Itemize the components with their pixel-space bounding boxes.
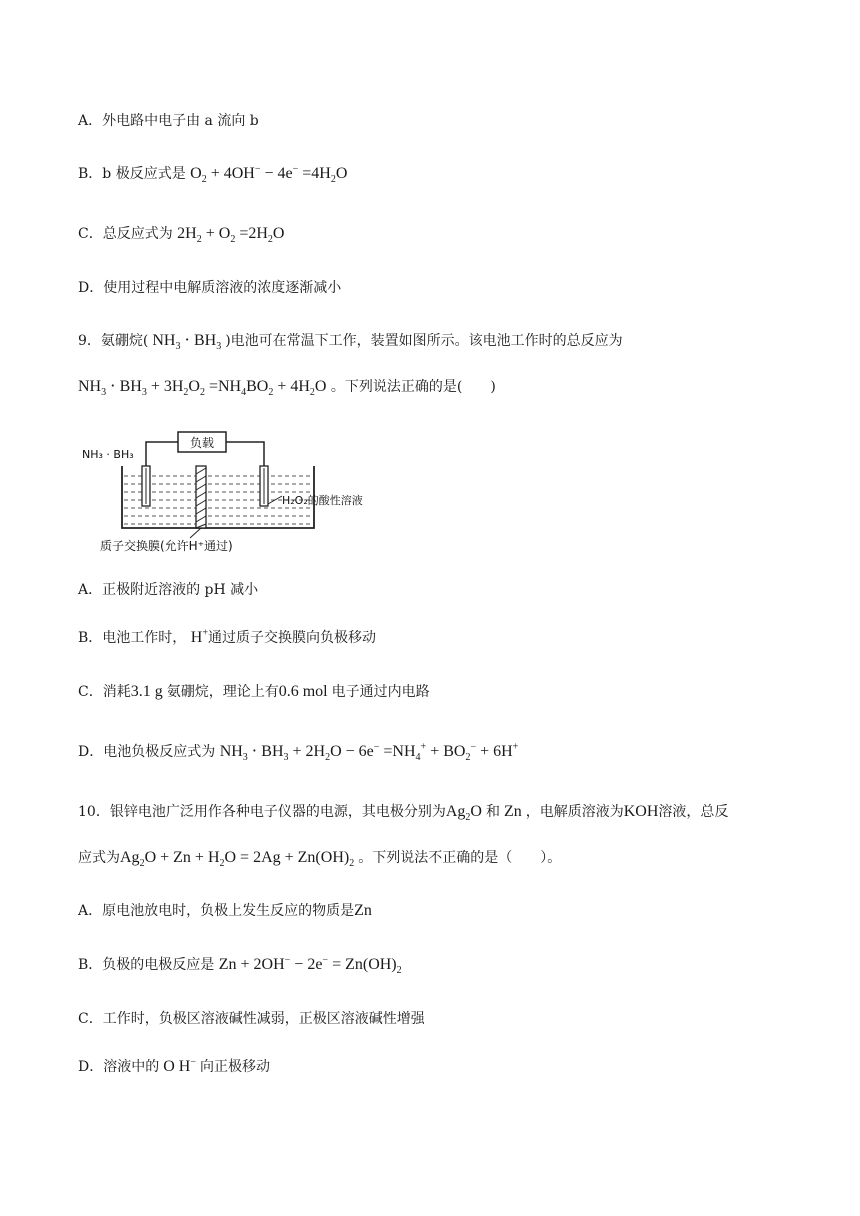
q10-option-b: B．负极的电极反应是 $Zn + 2OH^- - 2e^- = Zn(OH)_2$ — [78, 954, 402, 977]
q10-total-reaction: $Ag_2O + Zn + H_2O = 2Ag + Zn(OH)_2$ — [120, 849, 355, 870]
q10-a-zn: Zn — [354, 902, 372, 919]
q9-total-reaction: $NH_3 \cdot BH_3 + 3H_2O_2 =NH_4BO_2 + 4H_2O$ — [78, 378, 327, 399]
q8-c-formula: $2H_2 + O_2 =2H_2O$ — [177, 225, 285, 246]
battery-diagram-svg — [78, 426, 380, 556]
membrane-label: 质子交换膜(允许H⁺通过) — [100, 539, 233, 553]
h2o2-label: H₂O₂的酸性溶液 — [282, 494, 363, 507]
q8-option-d: D．使用过程中电解质溶液的浓度逐渐减小 — [78, 280, 342, 296]
q10-stem-line1: 10．银锌电池广泛用作各种电子仪器的电源，其电极分别为$Ag_2O$ 和 Zn ，电解质溶液为KOH溶液，总反 — [78, 803, 729, 824]
q8-option-c: C．总反应式为 $2H_2 + O_2 =2H_2O$ — [78, 225, 285, 246]
q9-option-d: D．电池负极反应式为 $NH_3 \cdot BH_3 + 2H_2O - 6e^- =NH_4^+ + BO_2^- + 6H^+$ — [78, 741, 519, 764]
nh3bh3-label: NH₃ · BH₃ — [82, 448, 134, 461]
q10-koh: KOH — [623, 803, 659, 820]
q9-d-formula: $NH_3 \cdot BH_3 + 2H_2O - 6e^- =NH_4^+ + BO_2^- + 6H^+$ — [219, 741, 519, 764]
q9-stem-line1: 9．氨硼烷( $NH_3 \cdot BH_3$ )电池可在常温下工作，装置如图所示。该电池工作时的总反应为 — [78, 332, 623, 353]
q10-b-formula: $Zn + 2OH^- - 2e^- = Zn(OH)_2$ — [218, 954, 402, 977]
q9-c-mass: 3.1 g — [130, 683, 167, 700]
q10-option-d: D．溶液中的 O H− 向正极移动 — [78, 1056, 270, 1075]
q9-option-a: A．正极附近溶液的 pH 减小 — [78, 582, 259, 598]
q10-option-c: C．工作时，负极区溶液碱性减弱，正极区溶液碱性增强 — [78, 1011, 425, 1027]
q9-option-c: C．消耗3.1 g 氨硼烷，理论上有0.6 mol 电子通过内电路 — [78, 683, 430, 700]
q8-b-formula: $O_2 + 4OH^- - 4e^- =4H_2O$ — [190, 163, 348, 186]
q8-option-a: A．外电路中电子由 a 流向 b — [78, 113, 259, 129]
q9-formula-nh3bh3: $NH_3 \cdot BH_3$ — [148, 332, 222, 353]
q10-ag2o: $Ag_2O$ — [445, 803, 486, 824]
q9-option-b: B．电池工作时， H+通过质子交换膜向负极移动 — [78, 627, 376, 646]
q10-d-oh-ion: O H− — [159, 1056, 196, 1075]
q9-c-amount: 0.6 mol — [278, 683, 332, 700]
load-label: 负载 — [189, 436, 215, 450]
q9-stem-line2: $NH_3 \cdot BH_3 + 3H_2O_2 =NH_4BO_2 + 4H_2O$ 。下列说法正确的是( ) — [78, 378, 496, 399]
q10-stem-line2: 应式为$Ag_2O + Zn + H_2O = 2Ag + Zn(OH)_2$ 。下列说法不正确的是（ ）。 — [78, 849, 562, 870]
q10-option-a: A．原电池放电时，负极上发生反应的物质是Zn — [78, 902, 372, 919]
q10-zn: Zn — [499, 803, 526, 820]
q8-option-b: B．b 极反应式是 $O_2 + 4OH^- - 4e^- =4H_2O$ — [78, 163, 348, 186]
q9-b-h-ion: H+ — [190, 627, 208, 646]
battery-diagram — [78, 426, 380, 556]
